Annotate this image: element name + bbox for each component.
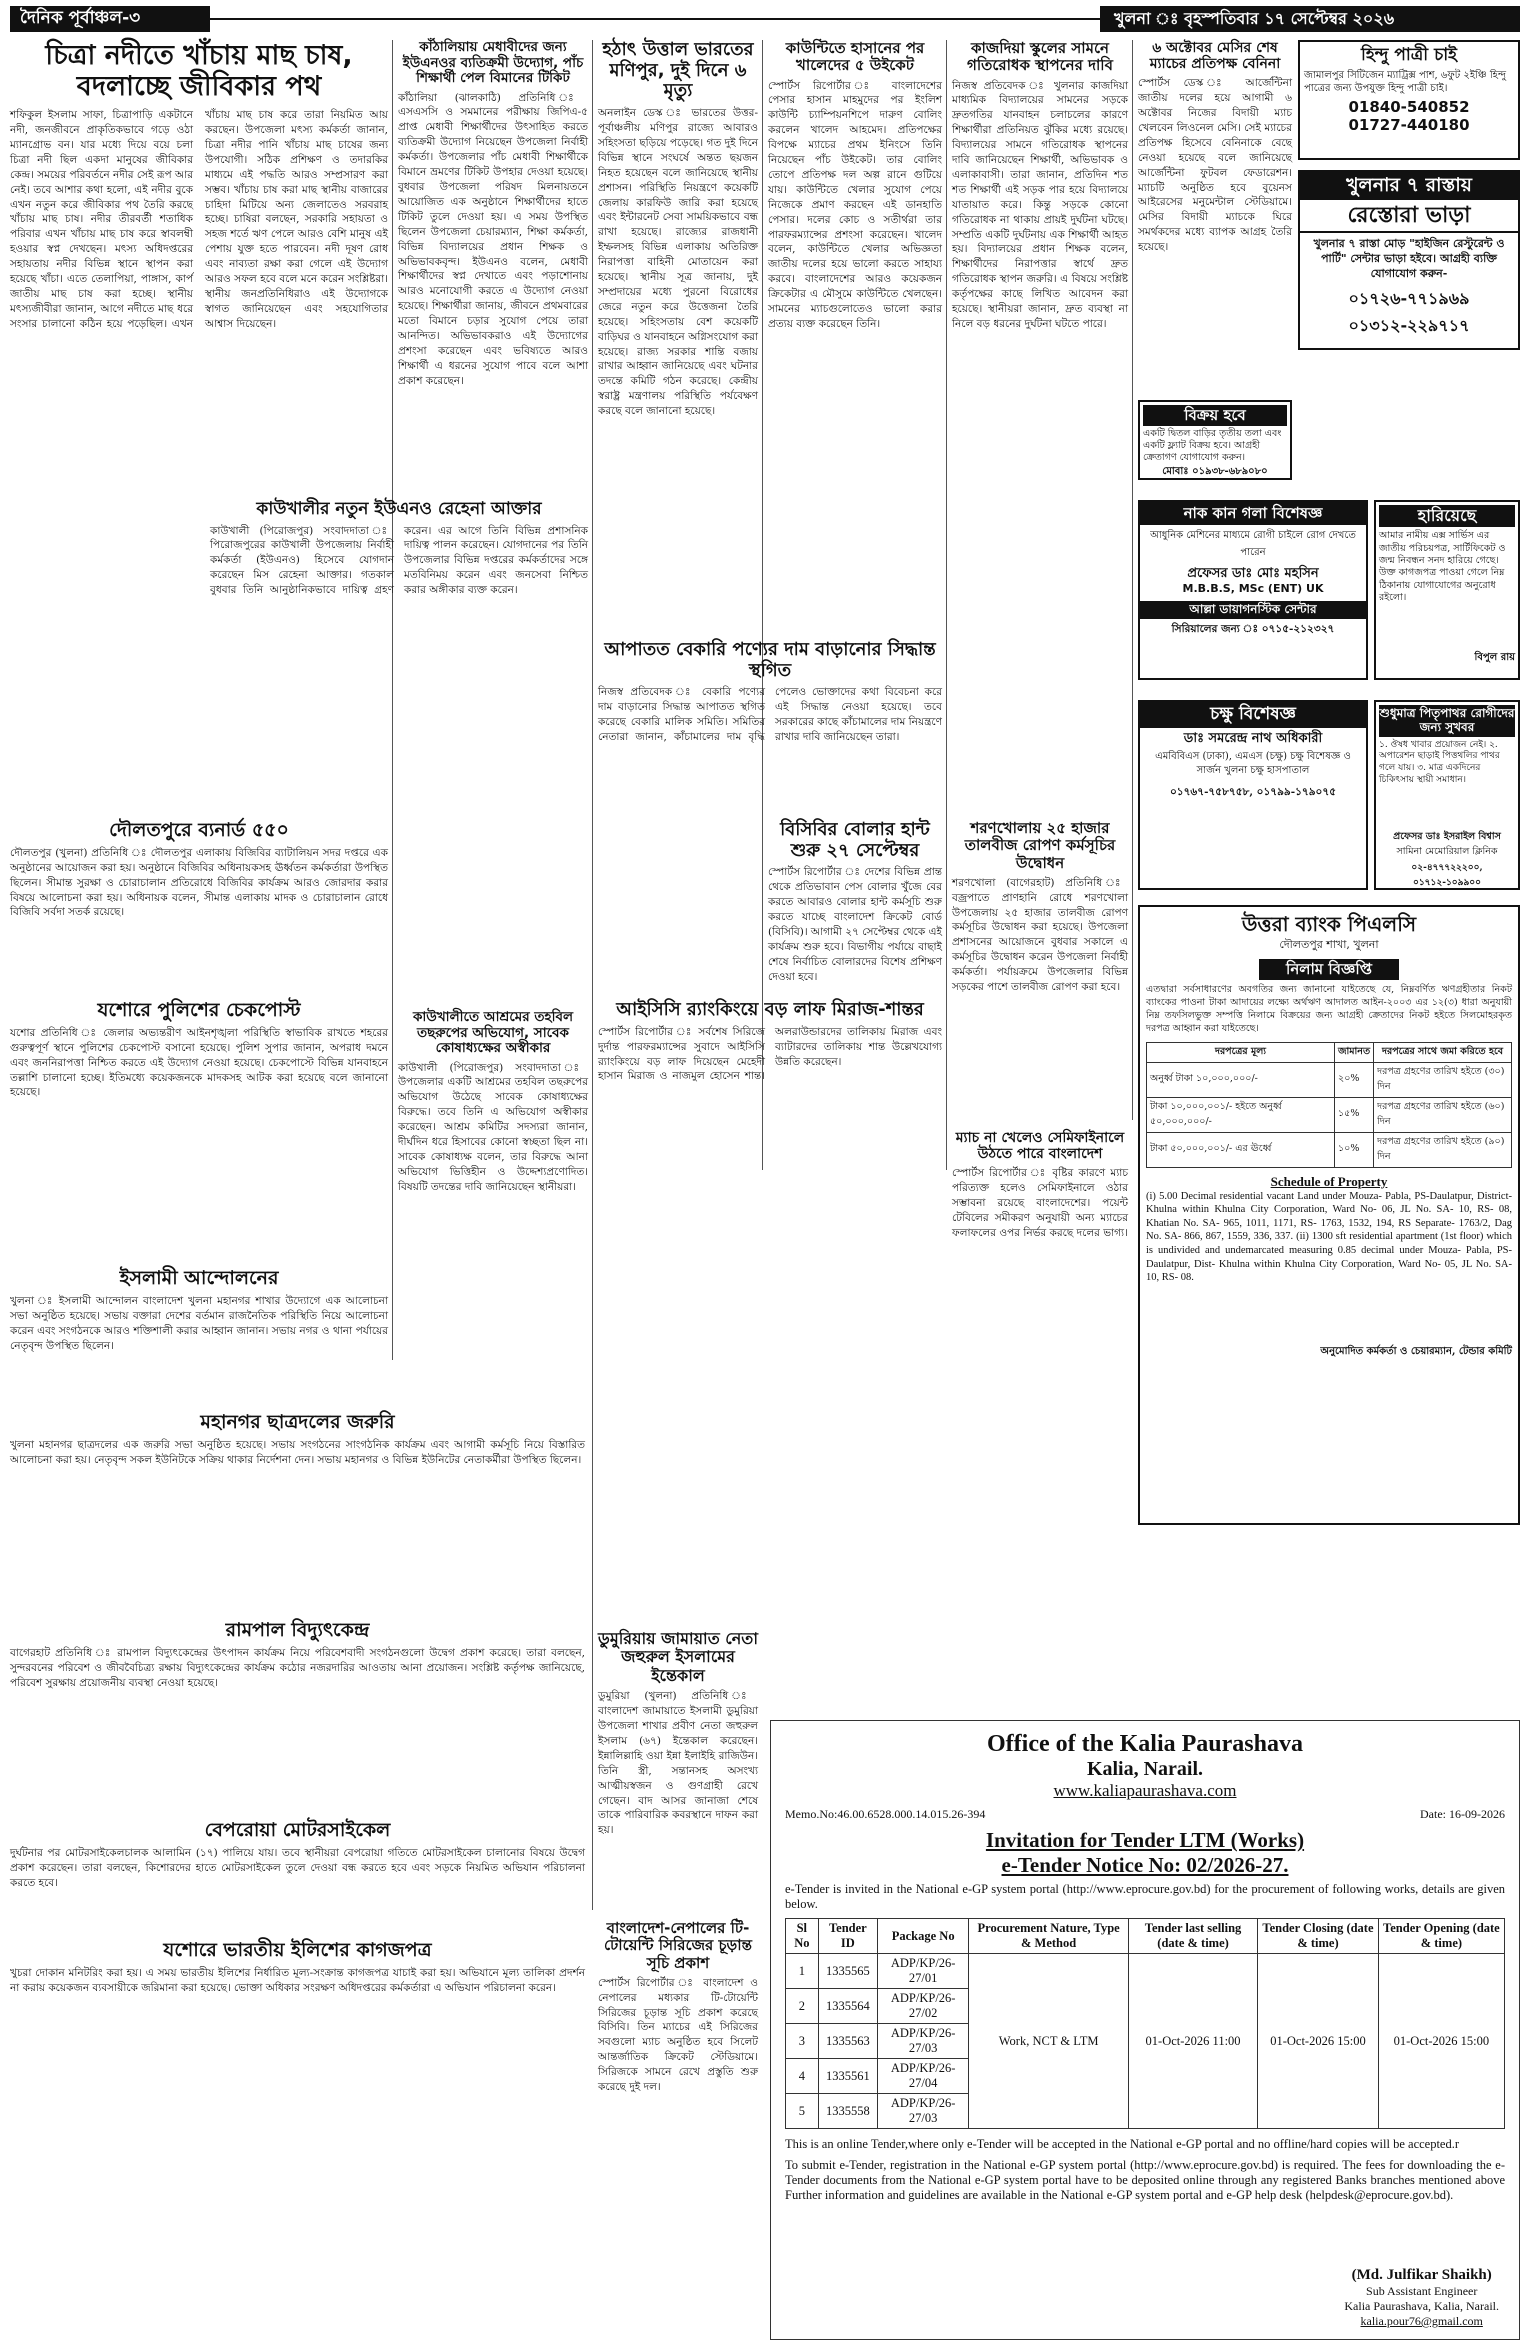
article-headline: যশোরে ভারতীয় ইলিশের কাগজপত্র xyxy=(163,1939,432,1961)
article-body: বাগেরহাট প্রতিনিধি ঃ রামপাল বিদ্যুৎকেন্দ্রের উৎপাদন কার্যক্রম নিয়ে পরিবেশবাদী সংগঠনগুলো উদ্বেগ প্রকাশ করেছে। তারা বলছেন, সুন্দরবনের পরিবেশ ও জীববৈচিত্র্য রক্ষায় বিদ্যুৎকেন্দ্রের কার্যক্রম কঠোর নজরদারির আওতায় আনা প্রয়োজন। সংশ্লিষ্ট কর্তৃপক্ষ জানিয়েছে, পরিবেশ সুরক্ষায় প্রয়োজনীয় ব্যবস্থা নেওয়া হয়েছে। xyxy=(10,1646,585,1689)
article-headline: বাংলাদেশ-নেপালের টি-টোয়েন্টি সিরিজের চূড়ান্ত সূচি প্রকাশ xyxy=(604,1919,752,1972)
ad-phone: ০১৭৬৭-৭৫৮৭৫৮, ০১৭৯৯-১৭৯০৭৫ xyxy=(1169,786,1337,799)
ad-title: হারিয়েছে xyxy=(1379,505,1515,527)
tender-intro: e-Tender is invited in the National e-GP system portal (http://www.eprocure.gov.bd) for the procurement of following works, details are given below. xyxy=(785,1882,1505,1911)
table-cell: 01-Oct-2026 15:00 xyxy=(1258,1954,1379,2129)
ad-phone: 01727-440180 xyxy=(1348,115,1470,134)
signer-email-link[interactable]: kalia.pour76@gmail.com xyxy=(1360,2314,1483,2328)
article-sudden-heat xyxy=(598,40,758,666)
article-match xyxy=(952,1130,1128,1286)
article-headline: আপাতত বেকারি পণ্যের দাম বাড়ানোর সিদ্ধান্ত স্থগিত xyxy=(604,639,936,681)
table-header: জামানত xyxy=(1335,1042,1374,1062)
article-headline: রামপাল বিদ্যুৎকেন্দ্র xyxy=(225,1619,370,1641)
ad-phone: 01840-540852 xyxy=(1348,97,1470,116)
article-jessore-indian xyxy=(10,1940,585,2056)
article-headline: হঠাৎ উত্তাল ভারতের মণিপুর, দুই দিনে ৬ মৃত্যু xyxy=(602,39,754,102)
article-body: নিজস্ব প্রতিবেদক ঃ বেকারি পণ্যের দাম বাড়ানোর সিদ্ধান্ত আপাতত স্থগিত করেছে বেকারি মালিক সমিতি। সমিতির নেতারা জানান, কাঁচামালের দাম বৃদ্ধি পেলেও ভোক্তাদের কথা বিবেচনা করে এই সিদ্ধান্ত নেওয়া হয়েছে। তবে সরকারের কাছে কাঁচামালের দাম নিয়ন্ত্রণে রাখার দাবি জানিয়েছেন তারা। xyxy=(598,686,942,744)
ad-eye xyxy=(1138,700,1368,890)
article-body: যশোর প্রতিনিধি ঃ জেলার অভ্যন্তরীণ আইনশৃঙ্খলা পরিস্থিতি স্বাভাবিক রাখতে শহরের গুরুত্বপূর্ণ স্থানে পুলিশের চেকপোস্ট বসানো হয়েছে। পুলিশ সুপার জানান, অপরাধ দমনে এবং জননিরাপত্তা নিশ্চিত করতে এই উদ্যোগ নেওয়া হয়েছে। চেকপোস্টে বিভিন্ন যানবাহনে তল্লাশি চালানো হচ্ছে। ইতিমধ্যে কয়েকজনকে মাদকসহ আটক করা হয়েছে বলে জানানো হয়েছে। xyxy=(10,1026,388,1099)
table-cell: 1335561 xyxy=(818,2059,877,2094)
article-sharankhola xyxy=(952,820,1128,1166)
article-body: কাউখালী (পিরোজপুর) সংবাদদাতা ঃ উপজেলার একটি আশ্রমের তহবিল তছরুপের অভিযোগ উঠেছে সাবেক কোষাধ্যক্ষের বিরুদ্ধে। তবে তিনি এ অভিযোগ অস্বীকার করেছেন। আশ্রম কমিটির সদস্যরা জানান, দীর্ঘদিন ধরে হিসাবের কোনো স্বচ্ছতা ছিল না। সাবেক কোষাধ্যক্ষ বলেন, তার বিরুদ্ধে আনা অভিযোগ ভিত্তিহীন ও উদ্দেশ্যপ্রণোদিত। বিষয়টি তদন্তের দাবি জানিয়েছেন স্থানীয়রা। xyxy=(398,1061,588,1193)
tender-notice-number: e-Tender Notice No: 02/2026-27. xyxy=(1001,1853,1289,1877)
table-cell: ১০% xyxy=(1335,1132,1374,1167)
tender-signature-block xyxy=(1344,2267,1499,2329)
article-body: দুর্ঘটনার পর মোটরসাইকেলচালক আলামিন (১৭) পালিয়ে যায়। তবে স্থানীয়রা বেপরোয়া গতিতে মোটরসাইকেল চালানোর বিষয়ে উদ্বেগ প্রকাশ করেছেন। তারা বলছেন, কিশোরদের হাতে মোটরসাইকেল তুলে দেওয়া বন্ধ করতে হবে এবং সড়কে নিয়মিত অভিযান পরিচালনা করতে হবে। xyxy=(10,1846,585,1889)
table-cell: ১৫% xyxy=(1335,1097,1374,1132)
ad-title: চক্ষু বিশেষজ্ঞ xyxy=(1140,702,1366,728)
ad-title: শুধুমাত্র পিতৃপাথর রোগীদের জন্য সুখবর xyxy=(1379,705,1515,737)
article-body: খুলনা ঃ ইসলামী আন্দোলন বাংলাদেশ খুলনা মহানগর শাখার উদ্যোগে এক আলোচনা সভা অনুষ্ঠিত হয়েছে। সভায় বক্তারা দেশের বর্তমান রাজনৈতিক পরিস্থিতি নিয়ে আলোচনা করেন এবং সংগঠনকে আরও শক্তিশালী করার আহ্বান জানান। সভায় নগর ও থানা পর্যায়ের নেতৃবৃন্দ উপস্থিত ছিলেন। xyxy=(10,1294,388,1352)
article-kajdia xyxy=(952,40,1128,639)
page-label-left: দৈনিক পূর্বাঞ্চল-৩ xyxy=(10,6,210,32)
table-header: Sl No xyxy=(786,1919,819,1954)
article-body: ডুমুরিয়া (খুলনা) প্রতিনিধি ঃ বাংলাদেশ জামায়াতে ইসলামী ডুমুরিয়া উপজেলা শাখার প্রবীণ নেতা জহুরুল ইসলাম (৬৭) ইন্তেকাল করেছেন। ইন্নালিল্লাহি ওয়া ইন্না ইলাইহি রাজিউন। তিনি স্ত্রী, সন্তানসহ অসংখ্য আত্মীয়স্বজন ও গুণগ্রাহী রেখে গেছেন। বাদ আসর জানাজা শেষে তাকে পারিবারিক কবরস্থানে দাফন করা হয়। xyxy=(598,1690,758,1837)
table-cell: 01-Oct-2026 15:00 xyxy=(1378,1954,1504,2129)
article-kauwali-sent xyxy=(398,1010,588,1371)
ad-body: একটি দ্বিতল বাড়ির তৃতীয় তলা এবং একটি ফ্ল্যাট বিক্রয় হবে। আগ্রহী ক্রেতাগণ যোগাযোগ করুন। xyxy=(1143,428,1282,463)
article-headline: কাউখালীর নতুন ইউএনও রেহেনা আক্তার xyxy=(256,499,542,519)
ad-phone: ০২-৪৭৭৭২২২০০, ০১৭১২-১০৯৯০০ xyxy=(1411,862,1483,888)
article-body: নিজস্ব প্রতিবেদক ঃ খুলনার কাজদিয়া মাধ্যমিক বিদ্যালয়ের সামনের সড়কে দ্রুতগতির যানবাহন চলাচলের কারণে শিক্ষার্থীরা প্রতিনিয়ত ঝুঁকির মধ্যে রয়েছে। বিদ্যালয়ের সামনে গতিরোধক স্থাপনের দাবি জানিয়েছেন শিক্ষার্থী, অভিভাবক ও এলাকাবাসী। তারা জানান, প্রতিদিন শত শত শিক্ষার্থী এই সড়ক পার হয়ে বিদ্যালয়ে যাতায়াত করে। কিন্তু সড়কে কোনো গতিরোধক না থাকায় প্রায়ই দুর্ঘটনা ঘটছে। সম্প্রতি একটি দুর্ঘটনায় এক শিক্ষার্থী আহত হয়। বিদ্যালয়ের প্রধান শিক্ষক বলেন, শিক্ষার্থীদের নিরাপত্তার স্বার্থে দ্রুত গতিরোধক স্থাপন জরুরি। এ বিষয়ে সংশ্লিষ্ট কর্তৃপক্ষের কাছে লিখিত আবেদন করা হয়েছে। স্থানীয়রা জানান, দ্রুত ব্যবস্থা না নিলে বড় ধরনের দুর্ঘটনা ঘটতে পারে। xyxy=(952,79,1128,330)
schedule-body: (i) 5.00 Decimal residential vacant Land under Mouza- Pabla, PS-Daulatpur, District- Khulna within Khulna City Corporation, Ward No- 06, JL No. SA- 10, RS- 08, Khatian No. SA- 965, 1011, 1171, RS- 1763, 1532, 194, RS Separate- 1763/2, Dag No. SA- 866, 867, 1559, 336, 337. (ii) 1300 sft residential apartment (1st floor) which is undivided and undemarcated measuring 0.85 decimal under Mouza- Pabla, PS-Daulatpur, Dist- Khulna within Khulna City Corporation, Ward No- 05, JL No. SA- 10, RS- 08. xyxy=(1146,1190,1512,1284)
auction-table xyxy=(1146,1042,1512,1168)
table-cell: অনুর্ধ্ব টাকা ১০,০০০,০০০/- xyxy=(1147,1062,1335,1097)
article-messi xyxy=(1138,40,1292,254)
article-headline: কাউন্টিতে হাসানের পর খালেদের ৫ উইকেট xyxy=(785,39,925,75)
ad-phone: ০১৭২৬-৭৭১৯৬৯ xyxy=(1348,288,1470,308)
article-headline: কাঁঠালিয়ায় মেধাবীদের জন্য ইউএনওর ব্যতিক্রমী উদ্যোগ, পাঁচ শিক্ষার্থী পেল বিমানের টিকিট xyxy=(402,39,584,87)
table-cell: 1 xyxy=(786,1954,819,1989)
table-cell: ADP/KP/26-27/03 xyxy=(878,2094,969,2129)
bank-name: উত্তরা ব্যাংক পিএলসি xyxy=(1241,912,1417,936)
table-cell: ADP/KP/26-27/04 xyxy=(878,2059,969,2094)
article-body: স্পোর্টস রিপোর্টার ঃ বাংলাদেশের পেসার হাসান মাহমুদের পর ইংলিশ কাউন্টি চ্যাম্পিয়নশিপে দারুণ বোলিং করলেন খালেদ আহমেদ। প্রতিপক্ষের বিপক্ষে ম্যাচের প্রথম ইনিংসে তিনি নিয়েছেন পাঁচ উইকেট। তার বোলিং তোপে প্রতিপক্ষ দল অল্প রানে গুটিয়ে যায়। কাউন্টিতে খেলার সুযোগ পেয়ে নিজেকে প্রমাণ করছেন এই ডানহাতি পেসার। দলের কোচ ও সতীর্থরা তার পারফরম্যান্সের প্রশংসা করেছেন। খালেদ বলেন, কাউন্টিতে খেলার অভিজ্ঞতা জাতীয় দলের হয়ে ভালো করতে সাহায্য করবে। বাংলাদেশের আরও কয়েকজন ক্রিকেটার এ মৌসুমে কাউন্টিতে খেলছেন। সামনের ম্যাচগুলোতেও ভালো করার প্রত্যয় ব্যক্ত করেছেন তিনি। xyxy=(768,79,942,330)
table-cell: ADP/KP/26-27/02 xyxy=(878,1989,969,2024)
article-headline: বিসিবির বোলার হান্ট শুরু ২৭ সেপ্টেম্বর xyxy=(780,819,930,861)
ad-uttara-bank xyxy=(1138,905,1520,1525)
table-header: Package No xyxy=(878,1919,969,1954)
article-body: শরণখোলা (বাগেরহাট) প্রতিনিধি ঃ বজ্রপাতে প্রাণহানি রোধে শরণখোলা উপজেলায় ২৫ হাজার তালবীজ রোপণ কর্মসূচির উদ্বোধন করা হয়েছে। উপজেলা প্রশাসনের আয়োজনে বুধবার সকালে এ কর্মসূচির উদ্বোধন করেন উপজেলা নির্বাহী কর্মকর্তা। পর্যায়ক্রমে উপজেলার বিভিন্ন সড়কের পাশে তালবীজ রোপণ করা হবে। xyxy=(952,876,1128,994)
table-cell: ২০% xyxy=(1335,1062,1374,1097)
table-header: Tender Closing (date & time) xyxy=(1258,1919,1379,1954)
ad-title: বিক্রয় হবে xyxy=(1143,405,1287,426)
article-headline: বেপরোয়া মোটরসাইকেল xyxy=(204,1819,391,1841)
table-row xyxy=(786,1954,1505,1989)
ad-body: খুলনার ৭ রাস্তা মোড় "হাইজিন রেস্টুরেন্ট ও পার্টি" সেন্টার ভাড়া হইবে। আগ্রহী ব্যক্তি যোগাযোগ করুন- xyxy=(1313,237,1505,280)
masthead-rule xyxy=(210,18,1100,20)
table-cell: টাকা ৫০,০০০,০০১/- এর ঊর্ধ্বে xyxy=(1147,1132,1335,1167)
table-cell: দরপত্র গ্রহণের তারিখ হইতে (৯০) দিন xyxy=(1374,1132,1512,1167)
article-body: কাঁঠালিয়া (ঝালকাঠি) প্রতিনিধি ঃ এসএসসি ও সমমানের পরীক্ষায় জিপিএ-৫ প্রাপ্ত মেধাবী শিক্ষার্থীদের উৎসাহিত করতে ব্যতিক্রমী উদ্যোগ নিয়েছেন উপজেলা নির্বাহী কর্মকর্তা। উপজেলার পাঁচ মেধাবী শিক্ষার্থীকে বিমানে ভ্রমণের টিকিট উপহার দেওয়া হয়েছে। বুধবার উপজেলা পরিষদ মিলনায়তনে আয়োজিত এক অনুষ্ঠানে শিক্ষার্থীদের হাতে টিকিট তুলে দেওয়া হয়। এ সময় উপস্থিত ছিলেন উপজেলা চেয়ারম্যান, শিক্ষা কর্মকর্তা, বিভিন্ন বিদ্যালয়ের প্রধান শিক্ষক ও অভিভাবকবৃন্দ। ইউএনও বলেন, মেধাবী শিক্ষার্থীদের স্বপ্ন দেখাতে এবং পড়াশোনায় আরও মনোযোগী করতে এ উদ্যোগ নেওয়া হয়েছে। শিক্ষার্থীরা জানায়, জীবনে প্রথমবারের মতো বিমানে চড়ার সুযোগ পেয়ে তারা আনন্দিত। অভিভাবকরাও এই উদ্যোগের প্রশংসা করেছেন এবং ভবিষ্যতে আরও শিক্ষার্থী এ ধরনের সুযোগ পাবে বলে আশা প্রকাশ করেছেন। xyxy=(398,91,588,387)
notice-signoff: অনুমোদিত কর্মকর্তা ও চেয়ারম্যান, টেন্ডার কমিটি xyxy=(1320,1345,1512,1357)
table-cell: 2 xyxy=(786,1989,819,2024)
ad-title: রেস্তোরা ভাড়া xyxy=(1300,200,1518,233)
tender-table xyxy=(785,1918,1505,2129)
ad-degree: M.B.B.S, MSc (ENT) UK xyxy=(1182,582,1324,596)
tender-location: Kalia, Narail. xyxy=(1086,1758,1204,1780)
ad-hindu-patri xyxy=(1298,40,1520,160)
article-body: স্পোর্টস ডেস্ক ঃ আর্জেন্টিনা জাতীয় দলের হয়ে আগামী ৬ অক্টোবর নিজের বিদায়ী ম্যাচ খেলবেন লিওনেল মেসি। সেই ম্যাচের প্রতিপক্ষ হিসেবে বেনিনাকে বেছে নেওয়া হয়েছে বলে জানিয়েছে আর্জেন্টিনা ফুটবল ফেডারেশন। ম্যাচটি অনুষ্ঠিত হবে বুয়েনস আইরেসের মনুমেন্টাল স্টেডিয়ামে। মেসির বিদায়ী ম্যাচকে ঘিরে সমর্থকদের মধ্যে ব্যাপক আগ্রহ তৈরি হয়েছে। xyxy=(1138,77,1292,254)
schedule-title: Schedule of Property xyxy=(1270,1173,1388,1189)
bank-branch: দৌলতপুর শাখা, খুলনা xyxy=(1279,938,1379,951)
column-rule xyxy=(946,40,947,1170)
article-headline: মহানগর ছাত্রদলের জরুরি xyxy=(200,1411,395,1433)
ad-phone: সিরিয়ালের জন্য ঃ ০৭১৫-২১২৩২৭ xyxy=(1171,622,1335,635)
tender-website-link[interactable]: www.kaliapaurashava.com xyxy=(1053,1781,1237,1800)
ad-body: ১. ঔষধ খাবার প্রয়োজন নেই। ২. অপারেশন ছাড়াই পিত্তথলির পাথর গলে যায়। ৩. মাত্র একদিনের চিকিৎসায় স্থায়ী সমাধান। xyxy=(1379,739,1500,785)
article-body: কাউখালী (পিরোজপুর) সংবাদদাতা ঃ পিরোজপুরের কাউখালী উপজেলায় নির্বাহী কর্মকর্তা (ইউএনও) হিসেবে যোগদান করেছেন মিস রেহেনা আক্তার। গতকাল বুধবার তিনি আনুষ্ঠানিকভাবে দায়িত্ব গ্রহণ করেন। এর আগে তিনি বিভিন্ন প্রশাসনিক দায়িত্ব পালন করেছেন। যোগদানের পর তিনি উপজেলার বিভিন্ন দপ্তরের কর্মকর্তাদের সঙ্গে মতবিনিময় করেন এবং জনসেবা নিশ্চিত করার অঙ্গীকার ব্যক্ত করেন। xyxy=(210,524,588,597)
table-cell: 3 xyxy=(786,2024,819,2059)
article-body: স্পোর্টস রিপোর্টার ঃ বৃষ্টির কারণে ম্যাচ পরিত্যক্ত হলেও সেমিফাইনালে ওঠার সম্ভাবনা রয়েছে বাংলাদেশের। পয়েন্ট টেবিলের সমীকরণ অনুযায়ী অন্য ম্যাচের ফলাফলের ওপর নির্ভর করছে দলের ভাগ্য। xyxy=(952,1167,1128,1239)
ad-pitripakhar xyxy=(1374,700,1520,890)
article-headline: চিত্রা নদীতে খাঁচায় মাছ চাষ, বদলাচ্ছে জীবিকার পথ xyxy=(45,40,353,103)
table-header: দরপত্রের সাথে জমা করিতে হবে xyxy=(1374,1042,1512,1062)
signer-name: (Md. Julfikar Shaikh) xyxy=(1351,2267,1492,2283)
article-headline: কাজদিয়া স্কুলের সামনে গতিরোধক স্থাপনের দাবি xyxy=(967,39,1113,75)
ad-body: এমবিবিএস (ঢাকা), এমএস (চক্ষু) চক্ষু বিশেষজ্ঞ ও সার্জন খুলনা চক্ষু হাসপাতাল xyxy=(1155,751,1351,776)
article-body: স্পোর্টস রিপোর্টার ঃ বাংলাদেশ ও নেপালের মধ্যকার টি-টোয়েন্টি সিরিজের চূড়ান্ত সূচি প্রকাশ করেছে বিসিবি। তিন ম্যাচের এই সিরিজের সবগুলো ম্যাচ অনুষ্ঠিত হবে সিলেট আন্তর্জাতিক ক্রিকেট স্টেডিয়ামে। সিরিজকে সামনে রেখে প্রস্তুতি শুরু করেছে দুই দল। xyxy=(598,1976,758,2094)
ad-footer: প্রফেসর ডাঃ ইসরাইল বিশ্বাস xyxy=(1393,830,1501,842)
table-row xyxy=(1147,1062,1512,1097)
tender-office: Office of the Kalia Paurashava xyxy=(987,1731,1303,1757)
ad-body: জামালপুর সিটিজেন ম্যাট্রিক্স পাশ, ৬ফুট ২ইঞ্চি হিন্দু পাত্রের জন্য উপযুক্ত হিন্দু পাত্রী চাই। xyxy=(1304,69,1506,94)
table-cell: দরপত্র গ্রহণের তারিখ হইতে (৬০) দিন xyxy=(1374,1097,1512,1132)
article-headline: ৬ অক্টোবর মেসির শেষ ম্যাচের প্রতিপক্ষ বেনিনা xyxy=(1149,40,1281,73)
page-date-label: খুলনা ঃ বৃহস্পতিবার ১৭ সেপ্টেম্বর ২০২৬ xyxy=(1100,6,1520,32)
tender-date: Date: 16-09-2026 xyxy=(1420,1807,1505,1821)
article-bd-nepal xyxy=(598,1920,758,2296)
table-cell: 01-Oct-2026 11:00 xyxy=(1128,1954,1257,2129)
tender-note: This is an online Tender,where only e-Tender will be accepted in the National e-GP portal and no offline/hard copies will be accepted.r xyxy=(785,2137,1460,2151)
ad-doctor: প্রফেসর ডাঃ মোঃ মহসিন xyxy=(1187,566,1319,582)
notice-title: নিলাম বিজ্ঞপ্তি xyxy=(1259,959,1399,980)
table-cell: 4 xyxy=(786,2059,819,2094)
ad-title: হিন্দু পাত্রী চাই xyxy=(1360,45,1458,65)
signer-org: Kalia Paurashava, Kalia, Narail. xyxy=(1344,2299,1499,2313)
tender-memo: Memo.No:46.00.6528.000.14.015.26-394 xyxy=(785,1807,986,1821)
article-body: অনলাইন ডেস্ক ঃ ভারতের উত্তর-পূর্বাঞ্চলীয় মণিপুর রাজ্যে আবারও সহিংসতা ছড়িয়ে পড়েছে। গত দুই দিনে বিভিন্ন স্থানে সংঘর্ষে অন্তত ছয়জন নিহত হয়েছেন বলে জানিয়েছে স্থানীয় প্রশাসন। পরিস্থিতি নিয়ন্ত্রণে কয়েকটি জেলায় কারফিউ জারি করা হয়েছে এবং ইন্টারনেট সেবা সাময়িকভাবে বন্ধ রাখা হয়েছে। রাজ্যের রাজধানী ইম্ফলসহ বিভিন্ন এলাকায় অতিরিক্ত নিরাপত্তা বাহিনী মোতায়েন করা হয়েছে। স্থানীয় সূত্র জানায়, দুই সম্প্রদায়ের মধ্যে পুরনো বিরোধের জেরে নতুন করে উত্তেজনা তৈরি হয়েছে। সহিংসতায় বেশ কয়েকটি বাড়িঘর ও যানবাহনে অগ্নিসংযোগ করা হয়েছে। রাজ্য সরকার শান্তি বজায় রাখার আহ্বান জানিয়েছে এবং ঘটনার তদন্তে কমিটি গঠন করেছে। কেন্দ্রীয় স্বরাষ্ট্র মন্ত্রণালয় পরিস্থিতি পর্যবেক্ষণ করছে বলে জানানো হয়েছে। xyxy=(598,107,758,418)
article-kauakhali xyxy=(210,500,588,724)
table-cell: 1335558 xyxy=(818,2094,877,2129)
signer-designation: Sub Assistant Engineer xyxy=(1366,2284,1478,2298)
table-cell: দরপত্র গ্রহণের তারিখ হইতে (৩০) দিন xyxy=(1374,1062,1512,1097)
ad-title: নাক কান গলা বিশেষজ্ঞ xyxy=(1140,502,1366,525)
article-body: দৌলতপুর (খুলনা) প্রতিনিধি ঃ দৌলতপুর এলাকায় বিজিবির ব্যাটালিয়ন সদর দপ্তরে এক অনুষ্ঠানের আয়োজন করা হয়। অনুষ্ঠানে বিজিবির অধিনায়কসহ ঊর্ধ্বতন কর্মকর্তারা উপস্থিত ছিলেন। সীমান্ত সুরক্ষা ও চোরাচালান প্রতিরোধে বিজিবির কার্যক্রম আরও জোরদার করার বিষয়ে আলোচনা করা হয়। অধিনায়ক বলেন, সীমান্ত এলাকায় মাদক ও চোরাচালান রোধে বিজিবি সর্বদা সতর্ক রয়েছে। xyxy=(10,846,388,919)
table-cell: Work, NCT & LTM xyxy=(969,1954,1129,2129)
article-daulatpur xyxy=(10,820,388,996)
article-countdown xyxy=(768,40,942,639)
article-body: শফিকুল ইসলাম সাফা, চিত্রাপাড়ি একটানে নদী, জনজীবনে প্রাকৃতিকভাবে গড়ে ওঠা ম্যানগ্রোভ বন। যার মধ্যে দিয়ে বয়ে চলা চিত্রা নদী ছিল একদা মানুষের জীবিকার কেন্দ্র। সময়ের পরিবর্তনে নদীর সেই রূপ আর নেই। তবে আশার কথা হলো, এই নদীর বুকে এখন নতুন করে জীবিকার পথ তৈরি করছে খাঁচায় মাছ চাষ। নদীর তীরবর্তী শতাধিক পরিবার এখন খাঁচায় মাছ চাষ করে স্বাবলম্বী হওয়ার স্বপ্ন দেখছেন। মৎস্য অধিদপ্তরের সহায়তায় নদীর বিভিন্ন স্থানে স্থাপন করা হয়েছে খাঁচা। এতে তেলাপিয়া, পাঙ্গাস, কার্প জাতীয় মাছ চাষ করা হচ্ছে। স্থানীয় মৎস্যজীবীরা জানান, আগে নদীতে মাছ ধরে সংসার চালানো কঠিন হয়ে পড়েছিল। এখন খাঁচায় মাছ চাষ করে তারা নিয়মিত আয় করছেন। উপজেলা মৎস্য কর্মকর্তা জানান, চিত্রা নদীর পানি খাঁচায় মাছ চাষের জন্য উপযোগী। সঠিক প্রশিক্ষণ ও তদারকির মাধ্যমে এই পদ্ধতি আরও সম্প্রসারণ করা সম্ভব। খাঁচায় চাষ করা মাছ স্থানীয় বাজারের চাহিদা মিটিয়ে অন্য জেলাতেও সরবরাহ হচ্ছে। চাষিরা বলছেন, সরকারি সহায়তা ও সহজ শর্তে ঋণ পেলে আরও বেশি মানুষ এই পেশায় যুক্ত হতে পারবেন। নদী দূষণ রোধ এবং নাব্যতা রক্ষা করা গেলে এই উদ্যোগ আরও সফল হবে বলে মনে করেন সংশ্লিষ্টরা। স্থানীয় জনপ্রতিনিধিরাও এই উদ্যোগকে স্বাগত জানিয়েছেন এবং সহযোগিতার আশ্বাস দিয়েছেন। xyxy=(10,109,388,330)
article-headline: দৌলতপুরে ব্যনার্ড ৫৫০ xyxy=(109,819,289,841)
tender-note: To submit e-Tender, registration in the National e-GP system portal (http://www.eprocure.gov.bd) is required. The fees for downloading the e-Tender documents from the National e-GP system portal have to be deposited online through any registered Banks branches mentioned above Further information and guidelines are available in the National e-GP system portal and e-GP help desk (helpdesk@eprocure.gov.bd). xyxy=(785,2158,1505,2202)
article-rampal xyxy=(10,1620,585,1816)
ad-bikroy xyxy=(1138,400,1292,480)
article-headline: ইসলামী আন্দোলনের xyxy=(119,1267,279,1289)
notice-body: এতদ্বারা সর্বসাধারণের অবগতির জন্য জানানো যাইতেছে যে, নিম্নবর্ণিত ঋণগ্রহীতার নিকট ব্যাংকের পাওনা টাকা আদায়ের লক্ষ্যে অর্থঋণ আদালত আইন-২০০৩ এর ১২(৩) ধারা অনুযায়ী নিম্ন তফসিলভুক্ত সম্পত্তি নিলামে বিক্রয়ের জন্য আগ্রহী ক্রেতাদের নিকট হইতে সিলমোহরকৃত দরপত্র আহ্বান করা যাইতেছে। xyxy=(1146,984,1512,1034)
article-headline: ম্যাচ না খেলেও সেমিফাইনালে উঠতে পারে বাংলাদেশ xyxy=(955,1130,1125,1163)
ad-signature: বিপুল রায় xyxy=(1474,652,1515,664)
table-header: Tender ID xyxy=(818,1919,877,1954)
column-rule xyxy=(592,40,593,1910)
ad-doctor: ডাঃ সমরেন্দ্র নাথ অধিকারী xyxy=(1183,730,1323,746)
table-header: Procurement Nature, Type & Method xyxy=(969,1919,1129,1954)
table-cell: টাকা ১০,০০০,০০১/- হইতে অনুর্ধ্ব ৫০,০০০,০০০/- xyxy=(1147,1097,1335,1132)
article-headline: ডুমুরিয়ায় জামায়াত নেতা জহুরুল ইসলামের ইন্তেকাল xyxy=(598,1629,758,1685)
table-cell: 1335563 xyxy=(818,2024,877,2059)
article-dumuria xyxy=(598,1630,758,1929)
column-rule xyxy=(1132,40,1133,1120)
table-cell: 5 xyxy=(786,2094,819,2129)
ad-title: খুলনার ৭ রাস্তায় xyxy=(1300,172,1518,200)
ad-restaurant xyxy=(1298,170,1520,350)
ad-phone: মোবাঃ ০১৯৩৮-৬৮৯০৮০ xyxy=(1162,465,1268,477)
article-body: স্পোর্টস রিপোর্টার ঃ সর্বশেষ সিরিজে দুর্দান্ত পারফরম্যান্সের সুবাদে আইসিসি র‌্যাংকিংয়ে বড় লাফ দিয়েছেন মেহেদী হাসান মিরাজ ও নাজমুল হোসেন শান্ত। অলরাউন্ডারদের তালিকায় মিরাজ এবং ব্যাটারদের তালিকায় শান্ত উল্লেখযোগ্য উন্নতি করেছেন। xyxy=(598,1025,942,1083)
ad-phone: ০১৩১২-২২৯৭১৭ xyxy=(1348,315,1470,335)
table-header: দরপত্রের মূল্য xyxy=(1147,1042,1335,1062)
ad-body: আমার নামীয় এক্স সার্ভিস এর জাতীয় পরিচয়পত্র, সার্টিফিকেট ও জন্ম নিবন্ধন সনদ হারিয়ে গেছে। উক্ত কাগজপত্র পাওয়া গেলে নিম্ন ঠিকানায় যোগাযোগের অনুরোধ রইলো। xyxy=(1379,530,1506,604)
table-cell: ADP/KP/26-27/03 xyxy=(878,2024,969,2059)
article-jessore-police xyxy=(10,1000,388,1286)
article-body: খুচরা দোকান মনিটরিং করা হয়। এ সময় ভারতীয় ইলিশের নির্ধারিত মূল্য-সংক্রান্ত কাগজপত্র যাচাই করা হয়। অভিযানে মূল্য তালিকা প্রদর্শন না করায় কয়েকজন ব্যবসায়ীকে জরিমানা করা হয়েছে। ভোক্তা অধিকার সংরক্ষণ অধিদপ্তরের কর্মকর্তারা এ অভিযান পরিচালনা করেন। xyxy=(10,1966,585,1994)
article-kathalia xyxy=(398,40,588,501)
article-mahanagar xyxy=(10,1412,585,1613)
table-cell: 1335565 xyxy=(818,1954,877,1989)
table-header: Tender Opening (date & time) xyxy=(1378,1919,1504,1954)
ad-tender-notice xyxy=(770,1720,1520,2340)
article-islami xyxy=(10,1268,388,1394)
ad-clinic: সামিনা মেমোরিয়াল ক্লিনিক xyxy=(1396,845,1498,857)
article-headline: যশোরে পুলিশের চেকপোস্ট xyxy=(97,999,301,1021)
article-headline: শরণখোলায় ২৫ হাজার তালবীজ রোপণ কর্মসূচির উদ্বোধন xyxy=(964,819,1116,872)
article-body: স্পোর্টস রিপোর্টার ঃ দেশের বিভিন্ন প্রান্ত থেকে প্রতিভাবান পেস বোলার খুঁজে বের করতে আবারও বোলার হান্ট কর্মসূচি শুরু করতে যাচ্ছে বাংলাদেশ ক্রিকেট বোর্ড (বিসিবি)। আগামী ২৭ সেপ্টেম্বর থেকে এই কার্যক্রম শুরু হবে। বিভাগীয় পর্যায়ে বাছাই শেষে নির্বাচিত বোলারদের বিশেষ প্রশিক্ষণ দেওয়া হবে। xyxy=(768,866,942,983)
article-bisibir xyxy=(768,820,942,1225)
ad-harieche xyxy=(1374,500,1520,680)
tender-title: Invitation for Tender LTM (Works) xyxy=(985,1828,1305,1852)
article-headline: কাউখালীতে আশ্রমের তহবিল তছরুপের অভিযোগ, সাবেক কোষাধ্যক্ষের অস্বীকার xyxy=(412,1009,574,1057)
article-bepoya xyxy=(10,1820,585,1946)
article-body: খুলনা মহানগর ছাত্রদলের এক জরুরি সভা অনুষ্ঠিত হয়েছে। সভায় সংগঠনের সাংগঠনিক কার্যক্রম এবং আগামী কর্মসূচি নিয়ে বিস্তারিত আলোচনা করা হয়। নেতৃবৃন্দ সকল ইউনিটকে সক্রিয় থাকার নির্দেশনা দেন। সভায় মহানগর ও বিভিন্ন ইউনিটের নেতাকর্মীরা উপস্থিত ছিলেন। xyxy=(10,1438,585,1466)
table-cell: ADP/KP/26-27/01 xyxy=(878,1954,969,1989)
article-headline: আইসিসি র‌্যাংকিংয়ে বড় লাফ মিরাজ-শান্তর xyxy=(616,999,924,1020)
ad-subtitle: আধুনিক মেশিনের মাধ্যমে রোগী চাইলে রোগ দেখতে পারেন xyxy=(1150,530,1356,559)
table-header: Tender last selling (date & time) xyxy=(1128,1919,1257,1954)
table-cell: 1335564 xyxy=(818,1989,877,2024)
table-row xyxy=(1147,1132,1512,1167)
table-row xyxy=(1147,1097,1512,1132)
ad-center: আল্লা ডায়াগনস্টিক সেন্টার xyxy=(1140,601,1366,619)
ad-ent xyxy=(1138,500,1368,680)
